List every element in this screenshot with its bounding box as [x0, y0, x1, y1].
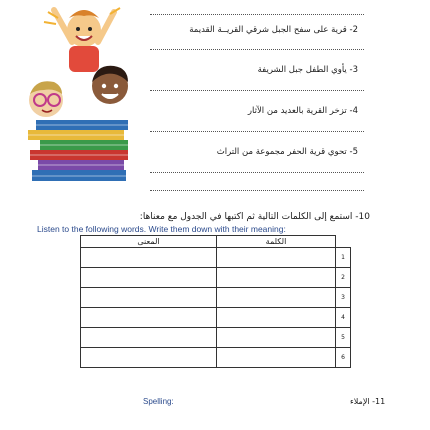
sentence-row: [150, 24, 364, 42]
dotted-line: [150, 131, 364, 132]
word-cell[interactable]: [217, 268, 336, 288]
table-row: [81, 268, 351, 288]
table-header-row: [81, 236, 351, 248]
instruction-arabic: 10- استمع إلى الكلمات التالية ثم اكتبها في الجدول مع معناها:: [139, 212, 370, 222]
sentence-row: [150, 105, 364, 123]
spelling-label-arabic: 11- الإملاء: [350, 397, 386, 406]
instruction-english: Listen to the following words. Write them down with their meaning:: [37, 224, 286, 234]
dotted-line: [150, 90, 364, 91]
meaning-cell[interactable]: [81, 288, 217, 308]
row-number: 2: [336, 268, 351, 288]
header-meaning: المعنى: [81, 236, 217, 248]
meaning-cell[interactable]: [81, 348, 217, 368]
word-cell[interactable]: [217, 288, 336, 308]
sentence-row: [150, 146, 364, 164]
dotted-line: [150, 172, 364, 173]
word-cell[interactable]: [217, 328, 336, 348]
sentence-text: 5- تحوي قرية الحفر مجموعة من التراث: [216, 147, 358, 157]
sentence-text: 3- يأوي الطفل جبل الشريفة: [257, 65, 358, 75]
header-number: [336, 236, 351, 248]
dotted-line: [150, 49, 364, 50]
row-number: 3: [336, 288, 351, 308]
word-cell[interactable]: [217, 348, 336, 368]
table-row: [81, 308, 351, 328]
row-number: 4: [336, 308, 351, 328]
table-row: [81, 348, 351, 368]
meaning-cell[interactable]: [81, 248, 217, 268]
sentence-row: [150, 64, 364, 82]
vocabulary-table: [80, 235, 351, 368]
table-row: [81, 288, 351, 308]
row-number: 1: [336, 248, 351, 268]
meaning-cell[interactable]: [81, 268, 217, 288]
sentence-text: 4- تزخر القرية بالعديد من الآثار: [247, 106, 358, 116]
word-cell[interactable]: [217, 248, 336, 268]
table-row: [81, 328, 351, 348]
spelling-label-english: Spelling:: [143, 397, 174, 406]
row-number: 5: [336, 328, 351, 348]
header-word: الكلمة: [217, 236, 336, 248]
dotted-line: [150, 190, 364, 191]
row-number: 6: [336, 348, 351, 368]
meaning-cell[interactable]: [81, 308, 217, 328]
word-cell[interactable]: [217, 308, 336, 328]
dotted-line: [150, 14, 364, 15]
sentence-lines: [0, 0, 430, 200]
table-row: [81, 248, 351, 268]
sentence-text: 2- قرية على سفح الجبل شرقي القريــة القديمة: [189, 25, 358, 35]
meaning-cell[interactable]: [81, 328, 217, 348]
